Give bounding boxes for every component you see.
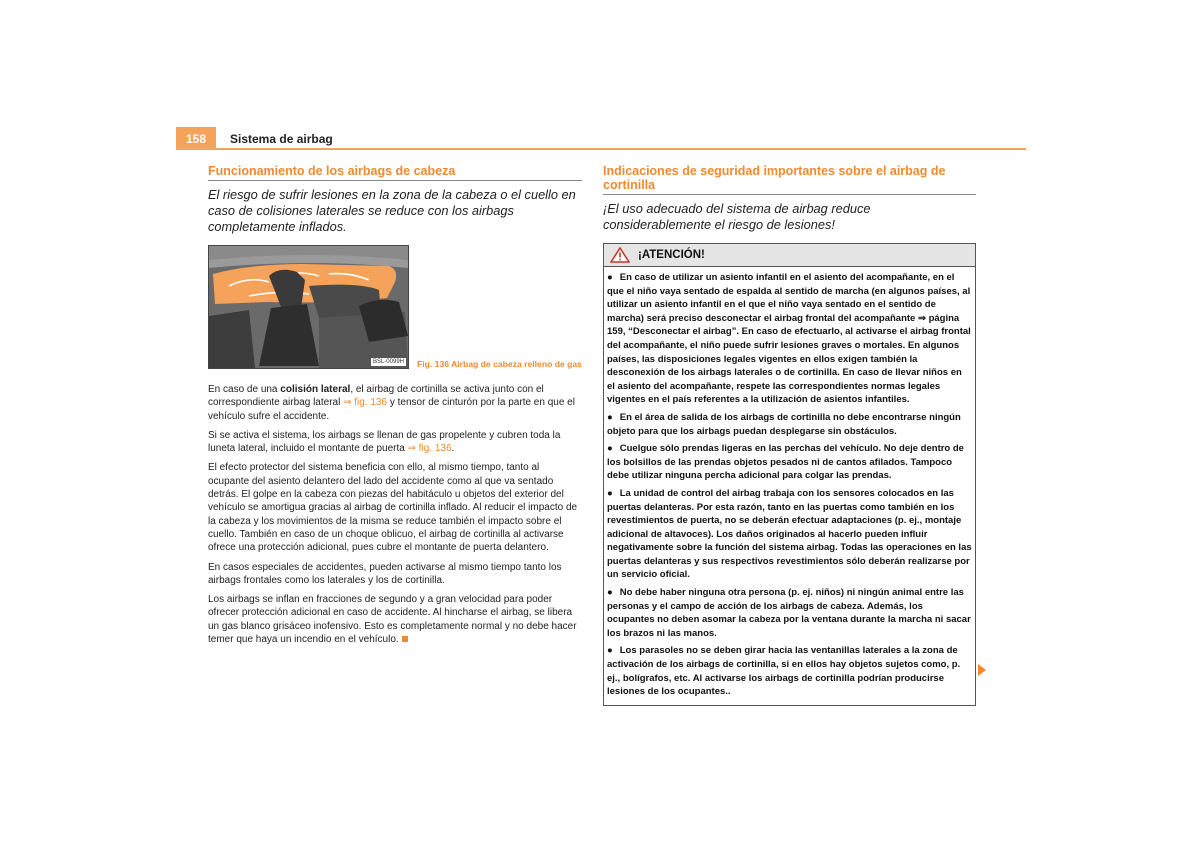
right-column <box>603 164 976 706</box>
figure-image <box>208 245 409 369</box>
figure-caption: Fig. 136 Airbag de cabeza relleno de gas <box>417 359 582 369</box>
warning-item-text: En el área de salida de los airbags de cortinilla no debe encontrarse ningún objeto para que los airbags puedan desplegarse sin obstáculos. <box>607 411 961 437</box>
warning-header <box>604 244 975 267</box>
p1-text: , el airbag de cortinilla se activa junto con el correspondiente airbag lateral <box>208 384 544 409</box>
warning-list <box>604 267 975 705</box>
bullet-icon: ● <box>607 587 613 599</box>
p1-text: En caso de una <box>208 384 281 395</box>
figure-reference-link[interactable]: ⇒ fig. 136 <box>407 443 452 455</box>
warning-item-text: Los parasoles no se deben girar hacia las ventanillas laterales a la zona de activación de los airbags de cortinilla, si en ellos hay objetos sujetos como, p. ej., bolígrafos, etc. Al activarse los airbags de cortinilla podrían producirse lesiones de los ocupantes.. <box>607 645 961 698</box>
p2-text: Si se activa el sistema, los airbags se llenan de gas propelente y cubren toda la luneta lateral, incluido el montante de puerta <box>208 429 561 455</box>
figure-reference-link[interactable]: ⇒ fig. 136 <box>343 397 388 409</box>
continue-arrow-icon[interactable] <box>978 664 986 676</box>
running-title: Sistema de airbag <box>230 132 333 146</box>
warning-triangle-icon <box>610 247 630 263</box>
p1-bold-term: colisión lateral <box>280 384 351 395</box>
warning-item-text: No debe haber ninguna otra persona (p. ej. niños) ni ningún animal entre las personas y el campo de acción de los airbags de cabeza. Además, los ocupantes no deben asomar la cabeza por la ventana durante la marcha ni sacar los brazos ni las manos. <box>607 587 971 639</box>
p5-text: Los airbags se inflan en fracciones de segundo y a gran velocidad para poder ofrecer protección adicional en caso de accidente. Al hincharse el airbag, se libera un gas blanco grisáceo inofensivo. Esto es completamente normal y no debe hacer temer que haya un incendio en el vehículo. <box>208 594 577 646</box>
warning-item <box>607 442 972 483</box>
section-heading-head-airbags: Funcionamiento de los airbags de cabeza <box>208 164 582 181</box>
bullet-icon: ● <box>607 272 613 283</box>
figure-136 <box>208 245 582 369</box>
warning-item-text: Cuelgue sólo prendas ligeras en las perchas del vehículo. No deje dentro de los bolsillos de las prendas objetos pesados ni de cantos afilados. Tampoco debe utilizar ninguna percha adicional para colgar las prendas. <box>607 443 964 482</box>
body-paragraph-2 <box>208 429 582 456</box>
warning-item <box>607 411 972 438</box>
warning-box <box>603 243 976 706</box>
body-paragraph-5 <box>208 593 582 646</box>
warning-item <box>607 644 972 698</box>
p2-text: . <box>451 443 455 455</box>
car-interior-illustration <box>209 246 408 368</box>
body-paragraph-4: En casos especiales de accidentes, pueden activarse al mismo tiempo tanto los airbags frontales como los laterales y los de cortinilla. <box>208 561 562 586</box>
lead-paragraph: ¡El uso adecuado del sistema de airbag reduce considerablemente el riesgo de lesiones! <box>603 201 871 232</box>
body-paragraph-3: El efecto protector del sistema beneficia con ello, al mismo tiempo, tanto al ocupante del asiento delantero del lado del accidente como al que va sentado detrás. El golpe en la cabeza con piezas del habitáculo u objetos del exterior del vehículo se amortigua gracias al airbag de cortinilla inflado. Al reducir el impacto de la cabeza y los movimientos de la misma se reduce también el impacto sobre el cuello. También en caso de un choque oblicuo, el airbag de cortinilla al activarse ofrece una protección adicional, pues cubre el montante de puerta delantero. <box>208 462 578 554</box>
bullet-icon: ● <box>607 487 613 499</box>
warning-item-text: En caso de utilizar un asiento infantil en el asiento del acompañante, en el que el niño vaya sentado de espalda al sentido de marcha (en algunos países, al utilizar un asiento infantil en el que el niño vaya sentado en el sentido de marcha) será preciso desconectar el airbag frontal del acompañante ⇒ página 159, “Desconectar el airbag”. En caso de efectuarlo, al activarse el airbag frontal del acompañante, el niño puede sufrir lesiones graves o mortales. En algunos países, las disposiciones legales vigentes en ellos exigen también la desconexión de los airbags laterales o de cortinilla. En caso de llevar niños en el asiento del acompañante, respete las correspondientes normas legales vigentes en el país referentes a la utilización de asientos infantiles. <box>607 272 971 406</box>
section-heading-safety: Indicaciones de seguridad importantes sobre el airbag de cortinilla <box>603 164 976 195</box>
bullet-icon: ● <box>607 411 613 423</box>
header-rule <box>176 148 1026 150</box>
warning-item <box>607 487 972 582</box>
lead-paragraph: El riesgo de sufrir lesiones en la zona de la cabeza o el cuello en caso de colisiones laterales se reduce con los airbags completamente inflados. <box>208 187 576 234</box>
body-paragraph-1 <box>208 383 582 423</box>
page-number: 158 <box>176 127 216 149</box>
warning-item <box>607 586 972 640</box>
warning-item-text: La unidad de control del airbag trabaja con los sensores colocados en las puertas delanteras. Por esta razón, tanto en las puertas como también en los revestimientos de puerta, no se deberán efectuar adaptaciones (p. ej., montaje adicional de altavoces). Los daños originados al hacerlo pueden influir negativamente sobre la función del sistema airbag. Todas las operaciones en las puertas delanteras y sus respectivos revestimientos sólo deberán realizarse por un servicio oficial. <box>607 487 972 581</box>
bullet-icon: ● <box>607 443 613 455</box>
left-column <box>208 164 582 652</box>
end-of-section-icon <box>402 636 408 642</box>
p1-text: y tensor de cinturón por la parte en que el vehículo sufre el accidente. <box>208 397 575 422</box>
figure-code: BSL-0099H <box>372 359 404 365</box>
bullet-icon: ● <box>607 645 613 657</box>
warning-item <box>607 271 972 407</box>
warning-title: ¡ATENCIÓN! <box>638 249 705 261</box>
